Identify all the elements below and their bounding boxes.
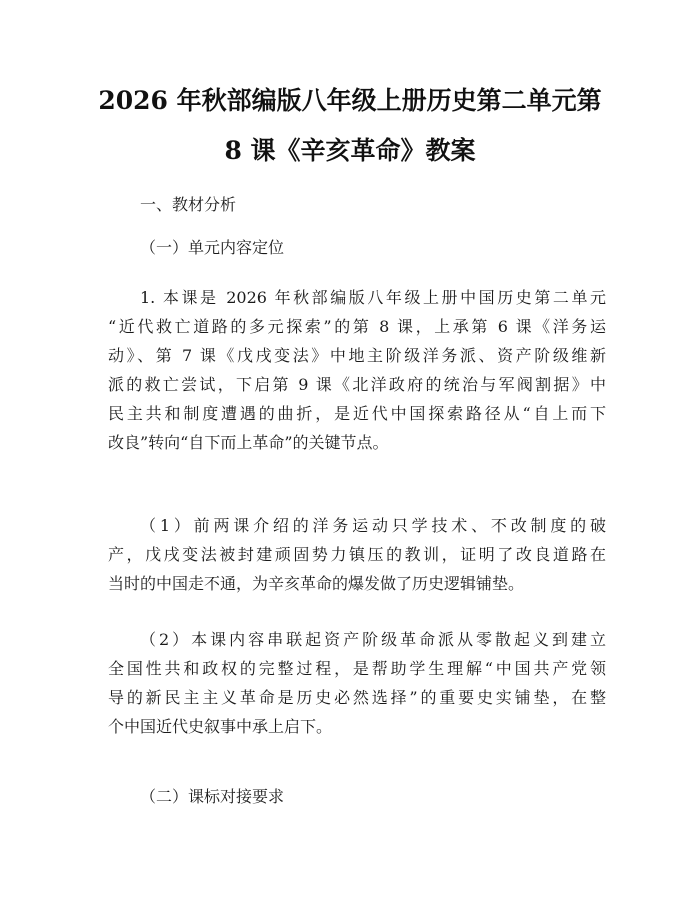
document-title-line-2: 8 课《辛亥革命》教案 [224,136,476,165]
subsection-heading-curriculum-requirements: （二）课标对接要求 [140,787,285,806]
section-heading-teaching-material-analysis: 一、教材分析 [140,195,237,214]
paragraph-line: 导的新民主主义革命是历史必然选择”的重要史实铺垫，在整 [108,688,606,707]
paragraph-line: （2）本课内容串联起资产阶级革命派从零散起义到建立 [140,630,606,649]
paragraph-point-1 [108,511,606,598]
paragraph-line: 全国性共和政权的完整过程，是帮助学生理解“中国共产党领 [108,659,606,678]
paragraph-line: 个中国近代史叙事中承上启下。 [108,717,333,736]
paragraph-line: 1. 本课是 2026 年秋部编版八年级上册中国历史第二单元 [140,288,606,307]
paragraph-line: 民主共和制度遭遇的曲折，是近代中国探索路径从“自上而下 [108,404,606,423]
paragraph-line: 动》、第 7 课《戊戌变法》中地主阶级洋务派、资产阶级维新 [108,346,606,365]
paragraph-line: 产，戊戌变法被封建顽固势力镇压的教训，证明了改良道路在 [108,545,606,564]
paragraph-line: （1）前两课介绍的洋务运动只学技术、不改制度的破 [140,516,606,535]
document-title-line-1: 2026 年秋部编版八年级上册历史第二单元第 [98,86,602,115]
subsection-heading-unit-positioning: （一）单元内容定位 [140,238,285,257]
paragraph-point-2 [108,625,606,741]
paragraph-line: 派的救亡尝试，下启第 9 课《北洋政府的统治与军阀割据》中 [108,375,606,394]
paragraph-line: “近代救亡道路的多元探索”的第 8 课，上承第 6 课《洋务运 [108,317,606,336]
paragraph-line: 改良”转向“自下而上革命”的关键节点。 [108,433,389,452]
paragraph-lesson-positioning [108,283,606,457]
paragraph-line: 当时的中国走不通，为辛亥革命的爆发做了历史逻辑铺垫。 [108,574,525,593]
